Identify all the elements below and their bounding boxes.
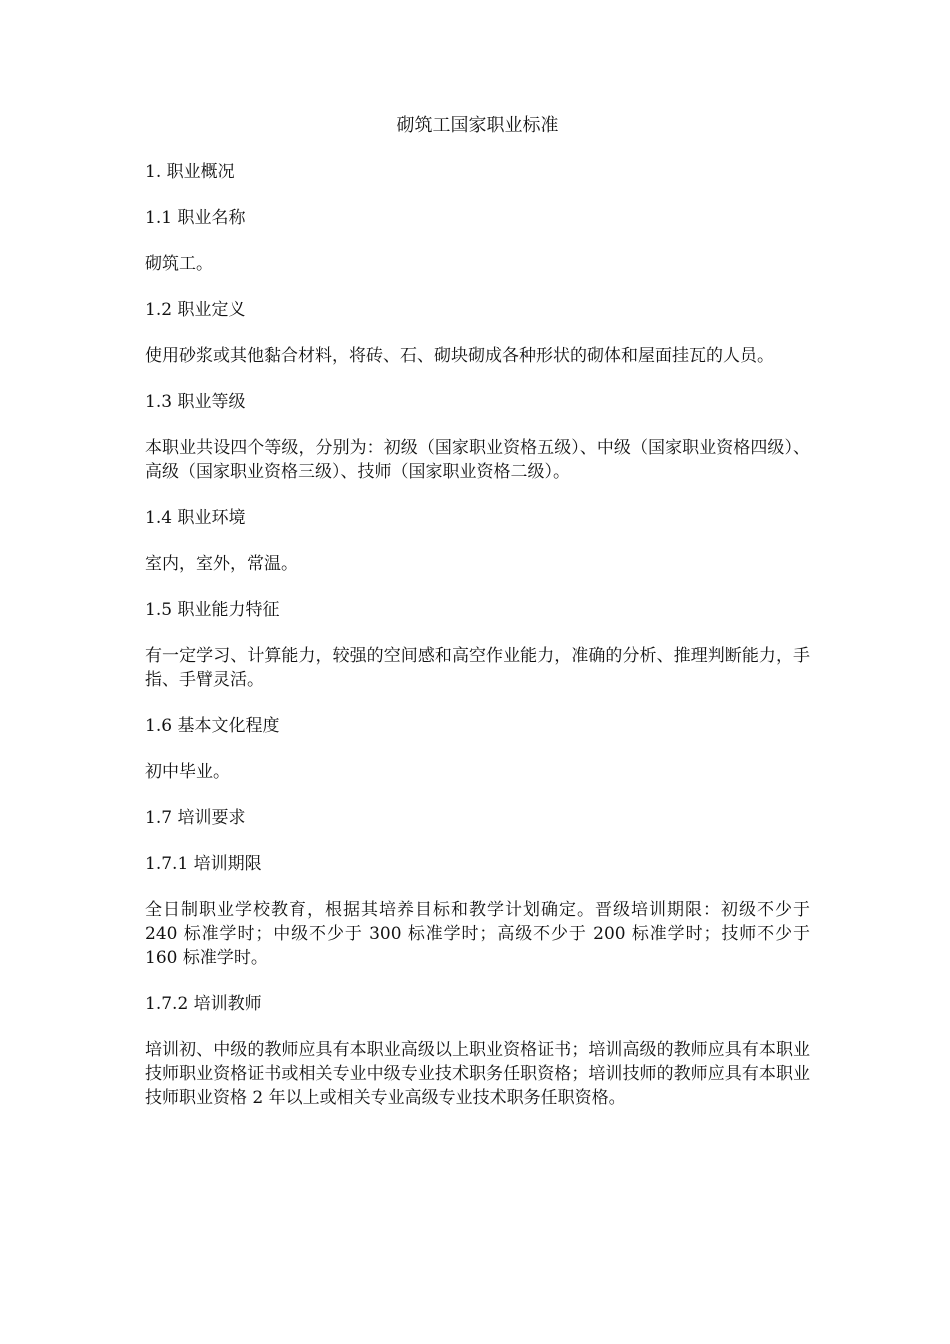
- section-heading: 1.4 职业环境: [145, 508, 246, 528]
- subsection-heading: 1.7.1 培训期限: [145, 854, 262, 874]
- section-heading: 1.7 培训要求: [145, 808, 246, 828]
- section-heading: 1. 职业概况: [145, 162, 235, 182]
- paragraph: 使用砂浆或其他黏合材料，将砖、石、砌块砌成各种形状的砌体和屋面挂瓦的人员。: [145, 346, 774, 366]
- paragraph: 有一定学习、计算能力，较强的空间感和高空作业能力，准确的分析、推理判断能力，手指、手臂灵活。: [145, 646, 810, 690]
- document-title: 砌筑工国家职业标准: [396, 115, 559, 136]
- section-heading: 1.2 职业定义: [145, 300, 246, 320]
- paragraph: 砌筑工。: [145, 254, 213, 274]
- paragraph: 全日制职业学校教育，根据其培养目标和教学计划确定。晋级培训期限：初级不少于 240 标准学时；中级不少于 300 标准学时；高级不少于 200 标准学时；技师不少于 160 标准学时。: [145, 900, 810, 968]
- subsection-heading: 1.7.2 培训教师: [145, 994, 262, 1014]
- paragraph: 室内，室外，常温。: [145, 554, 298, 574]
- paragraph: 本职业共设四个等级，分别为：初级（国家职业资格五级）、中级（国家职业资格四级）、高级（国家职业资格三级）、技师（国家职业资格二级）。: [145, 438, 810, 482]
- document-page: [145, 112, 810, 1132]
- paragraph: 培训初、中级的教师应具有本职业高级以上职业资格证书；培训高级的教师应具有本职业技师职业资格证书或相关专业中级专业技术职务任职资格；培训技师的教师应具有本职业技师职业资格 2 年以上或相关专业高级专业技术职务任职资格。: [145, 1040, 810, 1108]
- section-heading: 1.1 职业名称: [145, 208, 246, 228]
- section-heading: 1.5 职业能力特征: [145, 600, 280, 620]
- paragraph: 初中毕业。: [145, 762, 230, 782]
- section-heading: 1.6 基本文化程度: [145, 716, 280, 736]
- section-heading: 1.3 职业等级: [145, 392, 246, 412]
